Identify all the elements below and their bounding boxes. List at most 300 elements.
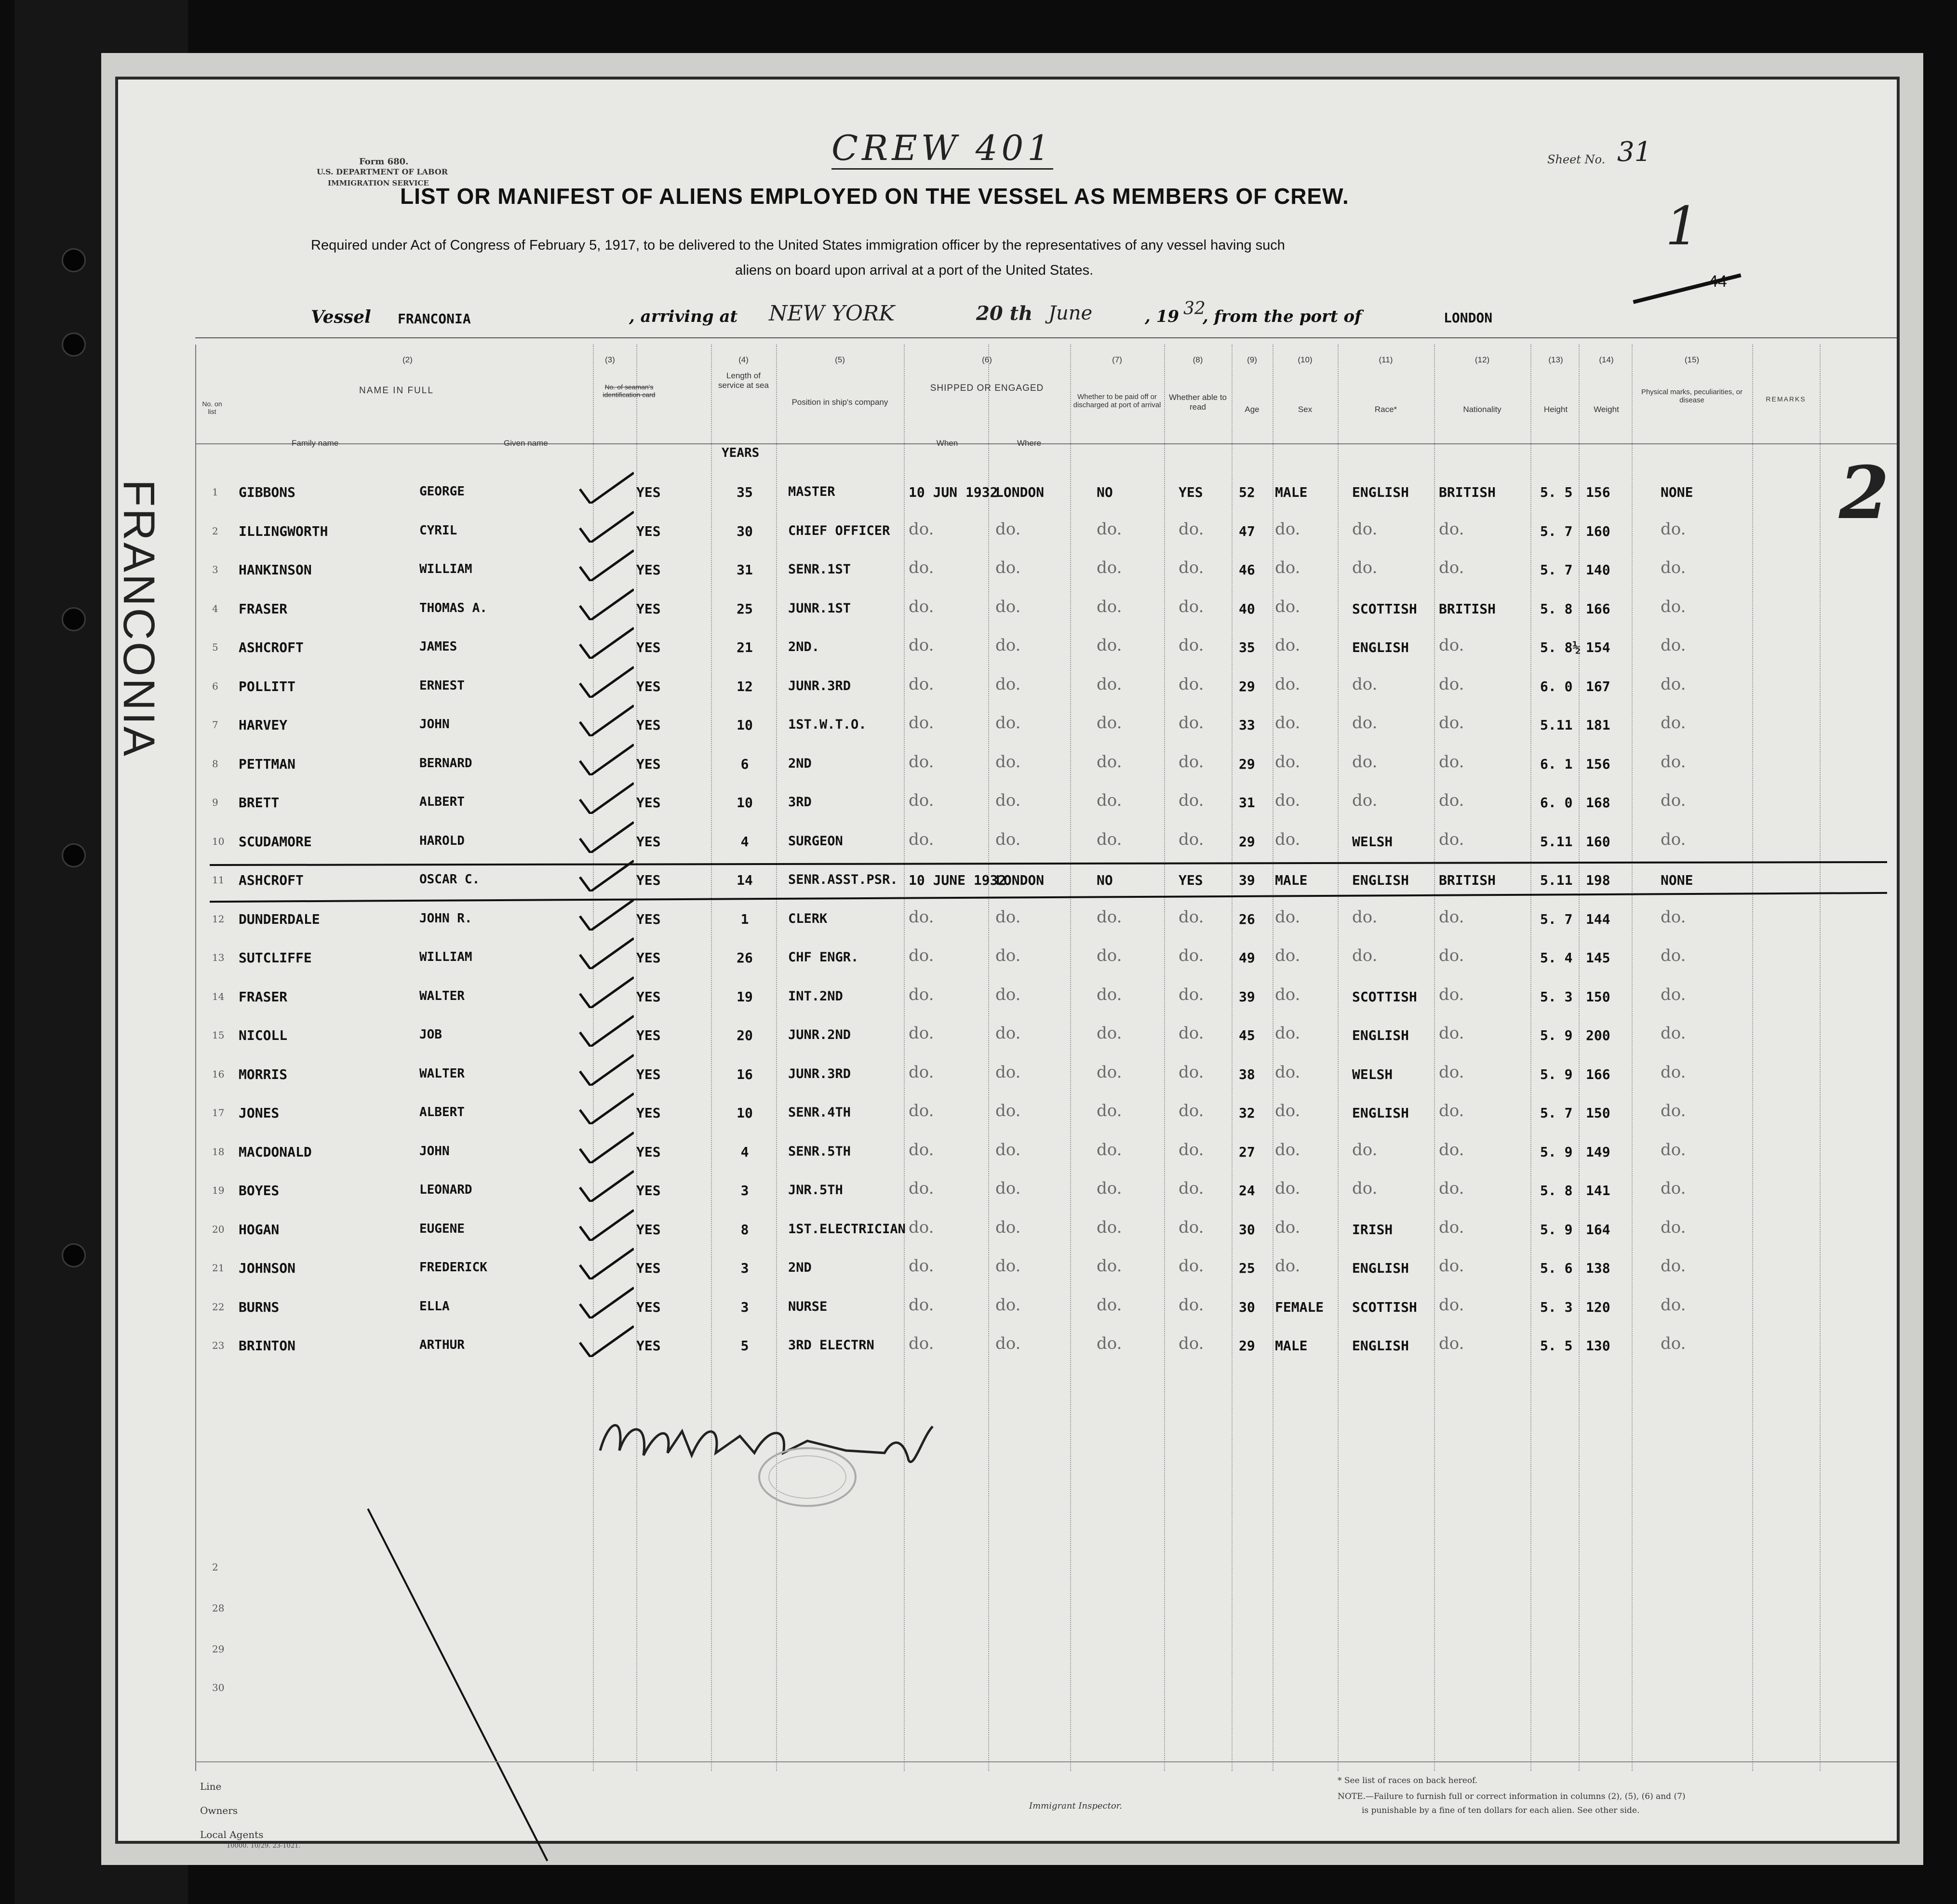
cell-paid: do. bbox=[1097, 907, 1122, 927]
cell-race: ENGLISH bbox=[1352, 1260, 1409, 1276]
footer-local-agents-label: Local Agents bbox=[200, 1829, 264, 1840]
cell-nat: do. bbox=[1439, 674, 1464, 694]
checkmark-icon bbox=[576, 1323, 634, 1357]
cell-card: YES bbox=[636, 872, 661, 888]
cell-position: 2ND bbox=[788, 756, 812, 771]
footer-owners-label: Owners bbox=[200, 1805, 238, 1816]
cell-race: do. bbox=[1352, 713, 1378, 732]
cell-years: 19 bbox=[737, 988, 753, 1005]
cell-read: do. bbox=[1179, 1334, 1204, 1353]
footer-rule bbox=[195, 1761, 1897, 1762]
cell-marks: do. bbox=[1661, 674, 1686, 694]
cell-where: do. bbox=[995, 1295, 1021, 1315]
cell-family: PETTMAN bbox=[239, 756, 296, 772]
cell-sex: do. bbox=[1275, 597, 1300, 616]
cell-height: 5. 9 bbox=[1540, 1027, 1573, 1043]
cell-card: YES bbox=[636, 1221, 661, 1238]
strike-line bbox=[210, 892, 1887, 903]
cell-family: POLLITT bbox=[239, 678, 296, 694]
cell-sex: do. bbox=[1275, 558, 1300, 577]
cell-sex: do. bbox=[1275, 1024, 1300, 1043]
row-number: 19 bbox=[212, 1185, 225, 1196]
cell-nat: BRITISH bbox=[1439, 872, 1496, 888]
cell-when: do. bbox=[909, 636, 934, 655]
cell-given: ALBERT bbox=[419, 795, 465, 809]
cell-card: YES bbox=[636, 600, 661, 617]
cell-position: SENR.1ST bbox=[788, 562, 851, 577]
cell-sex: do. bbox=[1275, 713, 1300, 732]
checkmark-icon bbox=[576, 664, 634, 698]
cell-where: do. bbox=[995, 1179, 1021, 1198]
position-header: Position in ship's company bbox=[791, 398, 888, 407]
cell-weight: 168 bbox=[1586, 795, 1610, 811]
race-header: Race* bbox=[1374, 405, 1397, 414]
cell-marks: do. bbox=[1661, 1256, 1686, 1276]
cell-age: 30 bbox=[1239, 1299, 1255, 1315]
cell-nat: BRITISH bbox=[1439, 484, 1496, 500]
cell-read: do. bbox=[1179, 636, 1204, 655]
cell-where: LONDON bbox=[995, 484, 1045, 500]
cell-read: do. bbox=[1179, 519, 1204, 539]
cell-family: FRASER bbox=[239, 988, 288, 1005]
cell-height: 5. 3 bbox=[1540, 988, 1573, 1005]
cell-family: BOYES bbox=[239, 1183, 280, 1198]
cell-height: 5. 4 bbox=[1540, 950, 1573, 966]
cell-when: do. bbox=[909, 1295, 934, 1315]
checkmark-icon bbox=[576, 858, 634, 892]
checkmark-icon bbox=[576, 1130, 634, 1163]
cell-age: 25 bbox=[1239, 1260, 1255, 1276]
cell-nat: do. bbox=[1439, 1295, 1464, 1315]
cell-where: do. bbox=[995, 791, 1021, 810]
cell-height: 5. 8 bbox=[1540, 600, 1573, 617]
years-header: YEARS bbox=[722, 446, 760, 460]
row-number: 18 bbox=[212, 1145, 225, 1158]
cell-when: do. bbox=[909, 791, 934, 810]
date-month: June bbox=[1048, 302, 1093, 324]
cell-years: 16 bbox=[737, 1066, 753, 1082]
cell-race: WELSH bbox=[1352, 1066, 1393, 1082]
no-on-list-header: No. on list bbox=[202, 400, 222, 415]
cell-nat: do. bbox=[1439, 519, 1464, 539]
checkmark-icon bbox=[576, 897, 634, 931]
row-number: 16 bbox=[212, 1068, 225, 1080]
row-number: 22 bbox=[212, 1301, 225, 1313]
cell-family: ASHCROFT bbox=[239, 872, 304, 888]
cell-marks: do. bbox=[1661, 985, 1686, 1004]
cell-race: do. bbox=[1352, 1179, 1378, 1198]
cell-age: 26 bbox=[1239, 911, 1255, 927]
cell-card: YES bbox=[636, 717, 661, 733]
cell-years: 26 bbox=[737, 950, 753, 966]
cell-marks: do. bbox=[1661, 791, 1686, 810]
cell-card: YES bbox=[636, 1066, 661, 1082]
column-rule bbox=[1579, 345, 1580, 1771]
cell-height: 5. 5 bbox=[1540, 484, 1573, 500]
row-number: 13 bbox=[212, 952, 225, 963]
cell-height: 5. 7 bbox=[1540, 1105, 1573, 1121]
col-3-number: (3) bbox=[605, 355, 615, 364]
cell-when: do. bbox=[909, 946, 934, 965]
cell-sex: do. bbox=[1275, 791, 1300, 810]
cell-years: 4 bbox=[740, 1144, 749, 1160]
checkmark-icon bbox=[576, 780, 634, 814]
cell-position: 1ST.W.T.O. bbox=[788, 717, 867, 732]
checkmark-icon bbox=[576, 819, 634, 853]
cell-given: ALBERT bbox=[419, 1105, 465, 1119]
cell-paid: do. bbox=[1097, 674, 1122, 694]
cell-read: do. bbox=[1179, 907, 1204, 927]
checkmark-icon bbox=[576, 974, 634, 1008]
cell-where: do. bbox=[995, 1062, 1021, 1082]
cell-marks: do. bbox=[1661, 1062, 1686, 1082]
cell-paid: do. bbox=[1097, 1140, 1122, 1159]
cell-read: do. bbox=[1179, 1217, 1204, 1237]
column-rule bbox=[1530, 345, 1531, 1771]
cell-marks: do. bbox=[1661, 1295, 1686, 1315]
cell-given: JOHN bbox=[419, 717, 450, 732]
cell-position: 3RD ELECTRN bbox=[788, 1338, 874, 1353]
subtitle-line-2: aliens on board upon arrival at a port of the United States. bbox=[735, 263, 1094, 278]
cell-race: do. bbox=[1352, 519, 1378, 539]
able-read-header: Whether able to read bbox=[1168, 393, 1227, 412]
cell-read: do. bbox=[1179, 1295, 1204, 1315]
cell-when: do. bbox=[909, 1024, 934, 1043]
cell-years: 10 bbox=[737, 717, 753, 733]
cell-where: do. bbox=[995, 1256, 1021, 1276]
checkmark-icon bbox=[576, 470, 634, 504]
column-rule bbox=[1752, 345, 1753, 1771]
cell-sex: do. bbox=[1275, 636, 1300, 655]
cell-card: YES bbox=[636, 1299, 661, 1315]
vessel-margin-stamp: FRANCONIA bbox=[114, 479, 163, 758]
row-number: 7 bbox=[212, 719, 218, 731]
cell-marks: do. bbox=[1661, 752, 1686, 772]
cell-weight: 120 bbox=[1586, 1299, 1610, 1315]
cell-sex: do. bbox=[1275, 829, 1300, 849]
cell-sex: do. bbox=[1275, 1217, 1300, 1237]
checkmark-icon bbox=[576, 1285, 634, 1318]
cell-paid: do. bbox=[1097, 791, 1122, 810]
when-header: When bbox=[936, 439, 958, 448]
cell-years: 4 bbox=[740, 833, 749, 850]
cell-age: 52 bbox=[1239, 484, 1255, 500]
cell-given: WILLIAM bbox=[419, 562, 472, 576]
column-rule bbox=[711, 345, 712, 1771]
cell-marks: do. bbox=[1661, 1179, 1686, 1198]
cell-given: OSCAR C. bbox=[419, 872, 480, 887]
cell-where: do. bbox=[995, 946, 1021, 965]
service-label: IMMIGRATION SERVICE bbox=[328, 179, 429, 187]
cell-card: YES bbox=[636, 1144, 661, 1160]
sex-header: Sex bbox=[1298, 405, 1313, 414]
checkmark-icon bbox=[576, 935, 634, 969]
footer-line-label: Line bbox=[200, 1781, 222, 1792]
cell-where: do. bbox=[995, 1217, 1021, 1237]
cell-read: do. bbox=[1179, 1179, 1204, 1198]
paid-off-header: Whether to be paid off or discharged at port of arrival bbox=[1073, 393, 1161, 409]
cell-family: SCUDAMORE bbox=[239, 833, 312, 850]
row-number: 10 bbox=[212, 835, 225, 847]
column-rule bbox=[1338, 345, 1339, 1771]
col-14-number: (14) bbox=[1599, 355, 1614, 364]
row-number-label: 30 bbox=[212, 1682, 225, 1693]
cell-age: 33 bbox=[1239, 717, 1255, 733]
family-name-header: Family name bbox=[292, 439, 339, 448]
cell-height: 5. 7 bbox=[1540, 523, 1573, 539]
cell-sex: do. bbox=[1275, 1062, 1300, 1082]
cell-where: do. bbox=[995, 1334, 1021, 1353]
given-name-header: Given name bbox=[504, 439, 548, 448]
column-rule bbox=[988, 345, 989, 1771]
cell-card: YES bbox=[636, 639, 661, 655]
subtitle-line-1: Required under Act of Congress of February 5, 1917, to be delivered to the United States immigration officer by the representatives of any vessel having such bbox=[311, 238, 1285, 253]
cell-weight: 200 bbox=[1586, 1027, 1610, 1043]
cell-nat: do. bbox=[1439, 907, 1464, 927]
cell-race: do. bbox=[1352, 558, 1378, 577]
footer-note-2: is punishable by a fine of ten dollars for each alien. See other side. bbox=[1362, 1806, 1640, 1815]
cell-read: do. bbox=[1179, 752, 1204, 772]
cell-sex: MALE bbox=[1275, 484, 1308, 500]
cell-marks: do. bbox=[1661, 636, 1686, 655]
binder-hole-icon bbox=[62, 333, 86, 357]
cell-given: WALTER bbox=[419, 988, 465, 1003]
cell-marks: do. bbox=[1661, 1024, 1686, 1043]
cell-weight: 166 bbox=[1586, 1066, 1610, 1082]
row-number-label: 29 bbox=[212, 1643, 225, 1655]
col-6-number: (6) bbox=[982, 355, 992, 364]
cell-race: ENGLISH bbox=[1352, 1338, 1409, 1354]
cell-given: WILLIAM bbox=[419, 950, 472, 964]
binder-hole-icon bbox=[62, 248, 86, 272]
cell-read: do. bbox=[1179, 1140, 1204, 1159]
physical-marks-header: Physical marks, peculiarities, or disease bbox=[1641, 388, 1743, 404]
cell-where: do. bbox=[995, 674, 1021, 694]
cell-family: BRETT bbox=[239, 795, 280, 811]
cell-years: 6 bbox=[740, 756, 749, 772]
row-number: 4 bbox=[212, 602, 218, 614]
row-number: 5 bbox=[212, 641, 218, 653]
cell-weight: 156 bbox=[1586, 484, 1610, 500]
cell-weight: 167 bbox=[1586, 678, 1610, 694]
cell-years: 35 bbox=[737, 484, 753, 500]
cell-where: do. bbox=[995, 636, 1021, 655]
vessel-name: FRANCONIA bbox=[398, 311, 471, 327]
cell-years: 12 bbox=[737, 678, 753, 694]
cell-marks: do. bbox=[1661, 1334, 1686, 1353]
cell-when: do. bbox=[909, 1140, 934, 1159]
cell-nat: do. bbox=[1439, 985, 1464, 1004]
cell-sex: do. bbox=[1275, 519, 1300, 539]
crew-code-handwritten: CREW 401 bbox=[831, 128, 1053, 170]
row-number: 23 bbox=[212, 1340, 225, 1351]
cell-read: do. bbox=[1179, 1024, 1204, 1043]
cell-race: SCOTTISH bbox=[1352, 988, 1417, 1005]
cell-when: do. bbox=[909, 752, 934, 772]
cell-given: CYRIL bbox=[419, 523, 457, 538]
cell-given: ELLA bbox=[419, 1299, 450, 1314]
cell-position: JUNR.3RD bbox=[788, 1066, 851, 1081]
cell-when: 10 JUN 1932 bbox=[909, 484, 998, 500]
cell-weight: 150 bbox=[1586, 988, 1610, 1005]
column-rule bbox=[1820, 345, 1821, 1771]
nationality-header: Nationality bbox=[1463, 405, 1501, 414]
cell-position: NURSE bbox=[788, 1299, 828, 1314]
name-in-full-header: NAME IN FULL bbox=[359, 386, 434, 396]
cell-paid: do. bbox=[1097, 636, 1122, 655]
col-13-number: (13) bbox=[1548, 355, 1563, 364]
cell-height: 6. 1 bbox=[1540, 756, 1573, 772]
cell-sex: MALE bbox=[1275, 872, 1308, 888]
cell-weight: 140 bbox=[1586, 562, 1610, 578]
corner-number: 44 bbox=[1709, 272, 1727, 291]
manifest-sheet bbox=[114, 80, 1897, 1850]
cell-nat: do. bbox=[1439, 1179, 1464, 1198]
cell-nat: do. bbox=[1439, 1256, 1464, 1276]
cell-card: YES bbox=[636, 1260, 661, 1276]
cell-nat: do. bbox=[1439, 713, 1464, 732]
cell-race: WELSH bbox=[1352, 833, 1393, 850]
cell-given: ERNEST bbox=[419, 678, 465, 693]
cell-height: 6. 0 bbox=[1540, 678, 1573, 694]
cell-paid: NO bbox=[1097, 872, 1113, 888]
column-rule bbox=[1632, 345, 1633, 1771]
cell-position: 2ND. bbox=[788, 639, 820, 654]
date-year-prefix: , 19 bbox=[1145, 307, 1179, 326]
cell-age: 29 bbox=[1239, 756, 1255, 772]
cell-given: JAMES bbox=[419, 639, 457, 654]
cell-race: SCOTTISH bbox=[1352, 600, 1417, 617]
cell-race: do. bbox=[1352, 752, 1378, 772]
cell-nat: do. bbox=[1439, 558, 1464, 577]
cell-race: SCOTTISH bbox=[1352, 1299, 1417, 1315]
cell-race: ENGLISH bbox=[1352, 484, 1409, 500]
cell-position: JNR.5TH bbox=[788, 1183, 843, 1198]
cell-age: 30 bbox=[1239, 1221, 1255, 1238]
cell-weight: 198 bbox=[1586, 872, 1610, 888]
cell-read: YES bbox=[1179, 484, 1203, 500]
cell-when: do. bbox=[909, 907, 934, 927]
cell-where: do. bbox=[995, 1024, 1021, 1043]
col-5-number: (5) bbox=[835, 355, 845, 364]
col-7-number: (7) bbox=[1112, 355, 1122, 364]
cell-sex: do. bbox=[1275, 1101, 1300, 1120]
cell-marks: do. bbox=[1661, 1140, 1686, 1159]
cell-family: HARVEY bbox=[239, 717, 288, 733]
cell-card: YES bbox=[636, 911, 661, 927]
checkmark-icon bbox=[576, 509, 634, 543]
cell-position: CHIEF OFFICER bbox=[788, 523, 890, 538]
cell-weight: 145 bbox=[1586, 950, 1610, 966]
cell-card: YES bbox=[636, 1338, 661, 1354]
cell-sex: do. bbox=[1275, 1140, 1300, 1159]
cell-sex: do. bbox=[1275, 946, 1300, 965]
cell-race: do. bbox=[1352, 1140, 1378, 1159]
row-number: 1 bbox=[212, 486, 218, 498]
cell-sex: do. bbox=[1275, 985, 1300, 1004]
row-number: 15 bbox=[212, 1029, 225, 1041]
cell-age: 40 bbox=[1239, 600, 1255, 617]
cell-position: SURGEON bbox=[788, 833, 843, 849]
cell-years: 3 bbox=[740, 1260, 749, 1276]
cell-paid: do. bbox=[1097, 1101, 1122, 1120]
footer-note-1: NOTE.—Failure to furnish full or correct information in columns (2), (5), (6) and (7) bbox=[1338, 1792, 1686, 1801]
cell-paid: do. bbox=[1097, 1217, 1122, 1237]
cell-where: do. bbox=[995, 713, 1021, 732]
row-number: 6 bbox=[212, 680, 218, 692]
cell-when: do. bbox=[909, 829, 934, 849]
col-15-number: (15) bbox=[1684, 355, 1700, 364]
row-number-label: 2 bbox=[212, 1561, 218, 1573]
cell-when: do. bbox=[909, 1101, 934, 1120]
cell-years: 21 bbox=[737, 639, 753, 655]
cell-given: WALTER bbox=[419, 1066, 465, 1081]
checkmark-icon bbox=[576, 703, 634, 736]
cell-family: MORRIS bbox=[239, 1066, 288, 1082]
checkmark-icon bbox=[576, 1246, 634, 1279]
cell-nat: do. bbox=[1439, 1024, 1464, 1043]
cell-age: 31 bbox=[1239, 795, 1255, 811]
cell-position: JUNR.1ST bbox=[788, 600, 851, 616]
cell-given: HAROLD bbox=[419, 833, 465, 848]
closing-diagonal-stroke bbox=[367, 1508, 548, 1861]
cell-race: ENGLISH bbox=[1352, 1105, 1409, 1121]
cell-given: THOMAS A. bbox=[419, 600, 487, 615]
col-9-number: (9) bbox=[1247, 355, 1257, 364]
cell-given: BERNARD bbox=[419, 756, 472, 771]
cell-age: 47 bbox=[1239, 523, 1255, 539]
cell-card: YES bbox=[636, 562, 661, 578]
cell-card: YES bbox=[636, 484, 661, 500]
cell-years: 10 bbox=[737, 1105, 753, 1121]
cell-nat: do. bbox=[1439, 752, 1464, 772]
cell-card: YES bbox=[636, 795, 661, 811]
cell-given: JOB bbox=[419, 1027, 442, 1042]
cell-age: 46 bbox=[1239, 562, 1255, 578]
cell-family: ILLINGWORTH bbox=[239, 523, 328, 539]
cell-age: 32 bbox=[1239, 1105, 1255, 1121]
cell-age: 29 bbox=[1239, 678, 1255, 694]
form-number: Form 680. bbox=[359, 157, 409, 167]
cell-family: FRASER bbox=[239, 600, 288, 617]
age-header: Age bbox=[1245, 405, 1260, 414]
checkmark-icon bbox=[576, 1013, 634, 1047]
cell-paid: do. bbox=[1097, 519, 1122, 539]
cell-weight: 166 bbox=[1586, 600, 1610, 617]
cell-read: do. bbox=[1179, 597, 1204, 616]
cell-position: MASTER bbox=[788, 484, 835, 499]
cell-weight: 138 bbox=[1586, 1260, 1610, 1276]
cell-age: 39 bbox=[1239, 988, 1255, 1005]
cell-weight: 181 bbox=[1586, 717, 1610, 733]
cell-marks: NONE bbox=[1661, 484, 1693, 500]
date-day: 20 th bbox=[976, 302, 1033, 325]
cell-age: 49 bbox=[1239, 950, 1255, 966]
cell-family: HOGAN bbox=[239, 1221, 280, 1238]
row-number: 20 bbox=[212, 1223, 225, 1235]
cell-family: SUTCLIFFE bbox=[239, 950, 312, 966]
cell-age: 39 bbox=[1239, 872, 1255, 888]
row-number: 8 bbox=[212, 758, 218, 770]
row-number: 21 bbox=[212, 1262, 225, 1274]
height-header: Height bbox=[1543, 405, 1568, 414]
cell-years: 3 bbox=[740, 1183, 749, 1198]
corner-mark-handwritten: 1 bbox=[1665, 195, 1699, 257]
cell-years: 25 bbox=[737, 600, 753, 617]
cell-given: JOHN R. bbox=[419, 911, 472, 926]
cell-paid: do. bbox=[1097, 558, 1122, 577]
col-8-number: (8) bbox=[1193, 355, 1203, 364]
